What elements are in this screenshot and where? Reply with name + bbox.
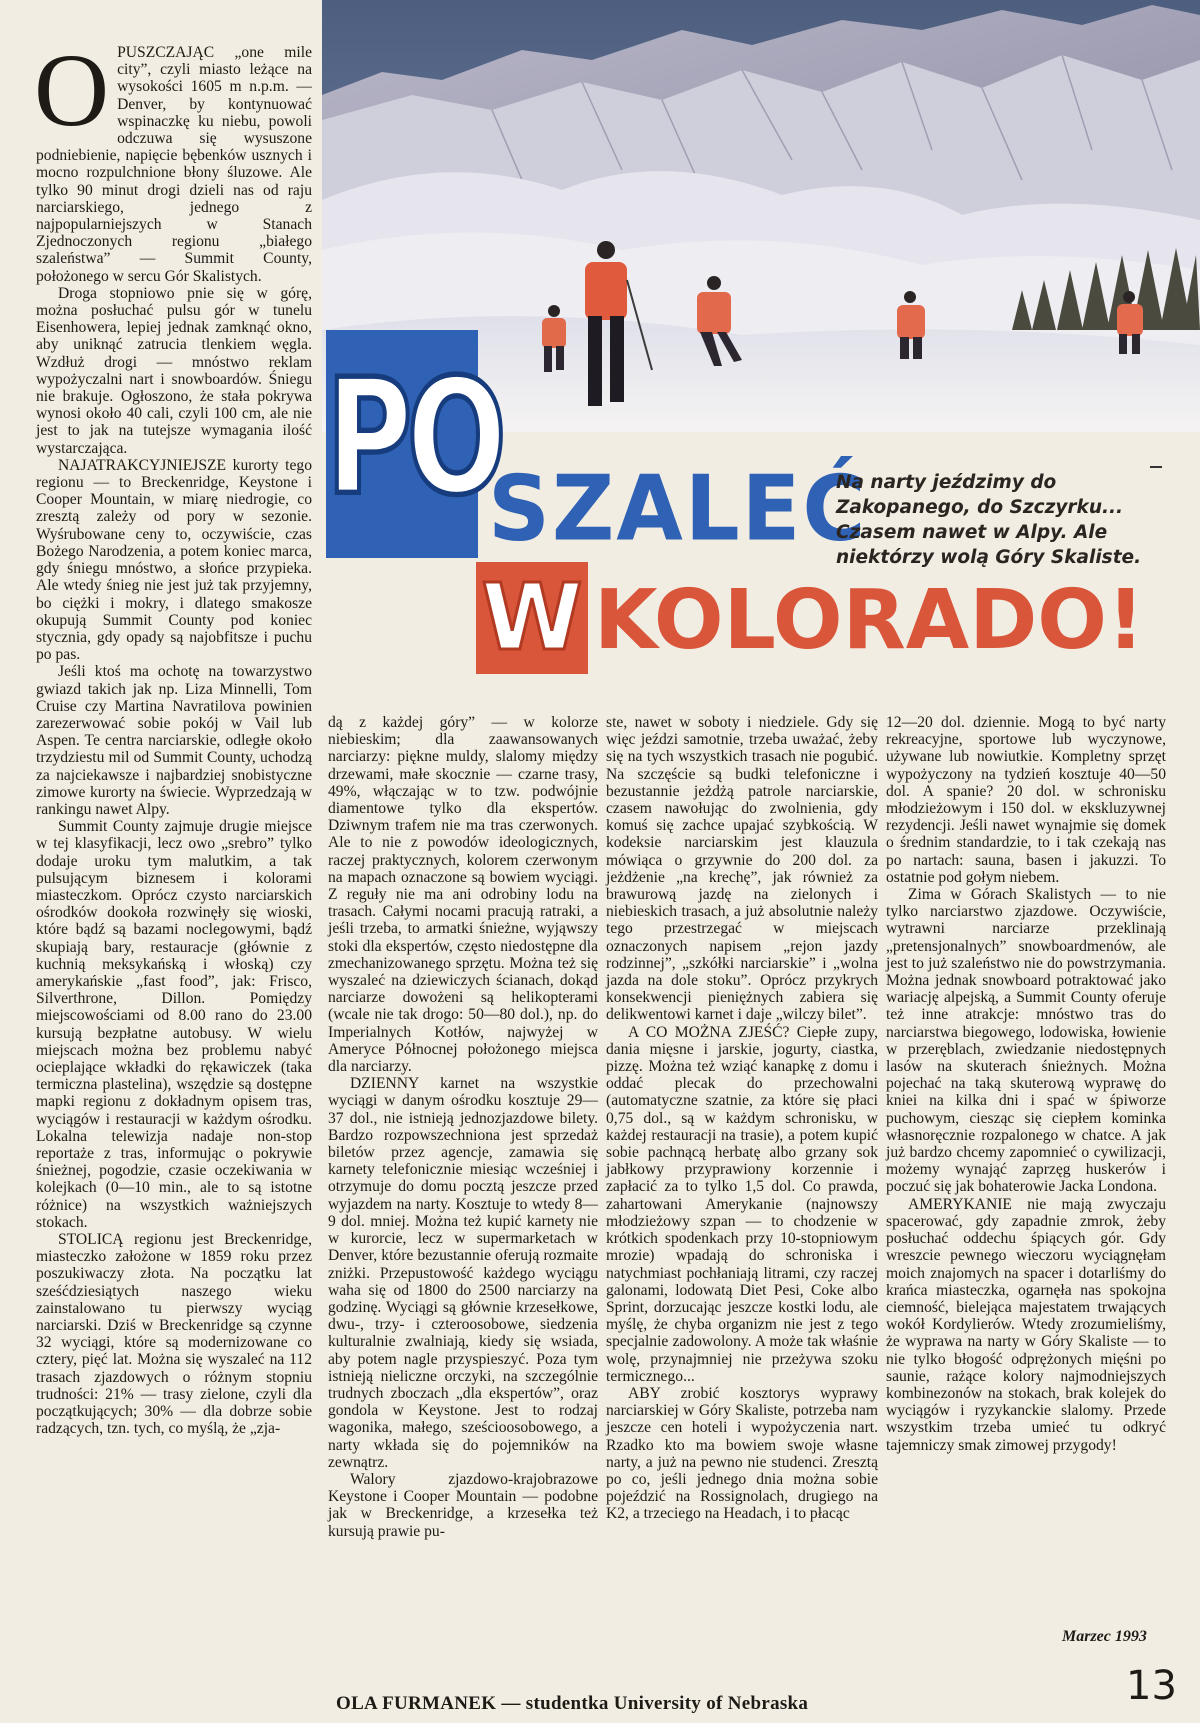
article-column-3 <box>606 714 878 1523</box>
paragraph: DZIENNY karnet na wszystkie wyciągi w danym ośrodku kosztuje 29—37 dol., nie istnieją jednozjazdowe bilety. Bardzo rozpowszechniona jest sprzedaż biletów przez agencje, zamawia się karnety telefonicznie miesiąc wcześniej i otrzymuje do domu pocztą jeszcze przed wyjazdem na narty. Kosztuje to wtedy 8—9 dol. mniej. Można też kupić karnety nie w kurorcie, lecz w supermarketach w Denver, które bezustannie oferują rozmaite zniżki. Przepustowość każdego wyciągu waha się od 1800 do 2500 narciarzy na godzinę. Wyciągi są głównie krzesełkowe, dwu-, trzy- i czteroosobowe, siedzenia kulturalnie zwalniają, kiedy się wsiada, aby potem nagle przyspieszyć. Poza tym istnieją nieliczne orczyki, na szczególnie trudnych zboczach „dla ekspertów”, oraz gondola w Keystone. Jest to rodzaj wagonika, małego, sześcioosobowego, a narty wkłada się do pojemników na zewnątrz. <box>328 1075 598 1471</box>
author-byline: OLA FURMANEK — studentka University of Nebraska <box>336 1693 809 1714</box>
paragraph: ABY zrobić kosztorys wyprawy narciarskiej w Góry Skaliste, potrzeba nam jeszcze cen hoteli i wypożyczenia nart. Rzadko kto ma bowiem swoje własne narty, a już na pewno nie studenci. Zresztą po co, jeśli jednego dnia można sobie pojeździć na Rossignolach, drugiego na K2, a trzeciego na Headach, i to płacąc <box>606 1384 878 1523</box>
paragraph: AMERYKANIE nie mają zwyczaju spacerować, gdy zapadnie zmrok, żeby posłuchać oddechu śpiących gór. Gdy wreszcie pewnego wieczoru wyciągnęłam moich znajomych na spacer i dotarliśmy do krańca miasteczka, ogarnęła nas spokojna ciemność, bielejąca majestatem trwających wokół Kordylierów. Wtedy zrozumieliśmy, że wyprawa na narty w Góry Skaliste — to nie tylko błogość odprężonych mięśni po saunie, rażące kolory najmodniejszych kombinezonów na stokach, brak kolejek do wyciągów i ryzykanckie slalomy. Przede wszystkim trzeba umieć tu odkryć tajemniczy smak zimowej przygody! <box>886 1195 1166 1454</box>
article-column-2 <box>328 714 598 1540</box>
paragraph: dą z każdej góry” — w kolorze niebieskim; dla zaawansowanych narciarzy: piękne muldy, slalomy między drzewami, małe skocznie — czarne trasy, 49%, włączając w to tzw. podwójnie diamentowe tylko dla ekspertów. Dziwnym trafem nie ma tras czerwonych. Ale to nie z powodów ideologicznych, raczej praktycznych, kolorem czerwonym na mapach oznaczone są bowiem wyciągi. Z reguły nie ma ani odrobiny lodu na trasach. Całymi nocami pracują ratraki, a jeśli trzeba, to armatki śnieżne, wyjąwszy stoki dla ekspertów, często niedostępne dla zmechanizowanego sprzętu. Można też się wyszaleć na dziewiczych ścianach, dokąd narciarze dowożeni są helikopterami (wcale nie tak drogo: 50—80 dol.), np. do Imperialnych Kotłów, najwyżej w Ameryce Północnej położonego miejsca dla narciarzy. <box>328 714 598 1076</box>
article-column-1 <box>34 33 312 1438</box>
drop-cap: O <box>34 33 110 148</box>
title-po: PO <box>326 343 501 531</box>
paragraph-text: PUSZCZAJĄC „one mile city”, czyli miasto leżące na wysokości 1605 m n.p.m. — Denver, by kontynuować wspinaczkę ku niebu, powoli odczuwa się wysuszone podniebienie, napięcie bębenków usznych i mocno rozpulchnione błony śluzowe. Ale tylko 90 minut drogi dzieli nas od raju narciarskiego, jednego z najpopularniejszych w Stanach Zjednoczonych regionu „białego szaleństwa” — Summit County, położonego w sercu Gór Skalistych. <box>36 44 312 285</box>
paragraph: Summit County zajmuje drugie miejsce w tej klasyfikacji, lecz owo „srebro” tylko dodaje uroku tym malutkim, a tak pulsującym biznesem i kolorami miasteczkom. Oprócz czysto narciarskich ośrodków dookoła rozwinęły się wioski, które bądź są bazami noclegowymi, bądź skupiają bary, restauracje (głównie z kuchnią meksykańską i włoską) czy amerykańskie „fast food”, jak: Frisco, Silverthrone, Dillon. Pomiędzy miejscowościami od 8.00 rano do 23.00 kursują bezpłatne autobusy. W wielu miejscach można bez problemu nabyć ocieplające wkładki do rękawiczek (taka termiczna plastelina), wszędzie są dostępne mapki regionu z dokładnym opisem tras, wyciągów i restauracji w każdym ośrodku. Lokalna telewizja nadaje non-stop reportaże z tras, informując o pokrywie śnieżnej, pogodzie, czasie oczekiwania w kolejkach (0—10 min., ale to są istotne różnice) na wszystkich ważniejszych stokach. <box>36 818 312 1231</box>
page-number: 13 <box>1126 1663 1177 1709</box>
paragraph: NAJATRAKCYJNIEJSZE kurorty tego regionu — to Breckenridge, Keystone i Cooper Mountain, w miarę niedrogie, co zresztą zależy od pory w sezonie. Wyśrubowane ceny to, oczywiście, czas Bożego Narodzenia, a potem koniec marca, gdy śniegu mnóstwo, a słońce przypieka. Ale wtedy śnieg nie jest już tak przyjemny, bo ciężki i mokry, i dlatego smakosze okupują Summit County pod koniec stycznia, gdy opady są najobfitsze i puchu po pas. <box>36 456 312 664</box>
paragraph <box>34 33 312 285</box>
paragraph: Jeśli ktoś ma ochotę na towarzystwo gwiazd takich jak np. Liza Minnelli, Tom Cruise czy Martina Navratilova powinien zarezerwować sobie pokój w Vail lub Aspen. Te centra narciarskie, odległe około trzydziestu mil od Summit County, uchodzą za najciekawsze i najbardziej snobistyczne zimowe kurorty na świecie. Wyprzedzają w rankingu nawet Alpy. <box>36 663 312 818</box>
paragraph: A CO MOŻNA ZJEŚĆ? Ciepłe zupy, dania mięsne i jarskie, jogurty, ciastka, pizzę. Można też wziąć kanapkę z domu i oddać plecak do przechowalni (automatyczne szatnie, za które się płaci 0,75 dol., są w każdym schronisku, w każdej restauracji na trasie), a potem kupić sobie pachnącą herbatę albo grzany sok jabłkowy przyprawiony korzennie i zapłacić za to tylko 1,5 dol. Co prawda, zahartowani Amerykanie (najnowszy młodzieżowy szpan — to chodzenie w krótkich spodenkach przy 10-stopniowym mrozie) wpadają do schroniska i natychmiast pochłaniają litrami, czy raczej galonami, lodowatą Diet Pesi, Coke albo Sprint, dorzucając jeszcze kostki lodu, ale myślę, że chyba organizm nie jest z tego specjalnie zadowolony. A może tak właśnie wolę, przynajmniej nie przeżywa szoku termicznego... <box>606 1023 878 1385</box>
title-w-box <box>476 562 588 674</box>
issue-date: Marzec 1993 <box>1062 1628 1147 1645</box>
lead-paragraph: Na narty jeździmy do Zakopanego, do Szczyrku... Czasem nawet w Alpy. Ale niektórzy wolą Góry Skaliste. <box>836 472 1142 568</box>
paragraph: ste, nawet w soboty i niedziele. Gdy się więc jeździ samotnie, trzeba uważać, żeby się na tych wszystkich trasach nie pogubić. Na szczęście są budki telefoniczne i bezustannie jeżdżą patrole narciarskie, czasem nawołując do zwolnienia, gdy komuś się zachce upajać szybkością. W kodeksie narciarskim jest klauzula mówiąca o grzywnie do 200 dol. za jeżdżenie „na krechę”, jak również za brawurową jazdę na zielonych i niebieskich trasach, a już absolutnie należy tego przestrzegać w miejscach oznaczonych napisem „rejon jazdy rodzinnej”, „szkółki narciarskie” i „wolna jazda na dole stoku”. Oprócz przykrych konsekwencji pieniężnych zabiera się delikwentowi karnet i daje „wilczy bilet”. <box>606 714 878 1024</box>
paragraph: Droga stopniowo pnie się w górę, można posłuchać pulsu gór w tunelu Eisenhowera, lepiej jednak zamknąć okno, aby uniknąć zatrucia tlenkiem węgla. Wzdłuż drogi — mnóstwo reklam wypożyczalni nart i snowboardów. Śniegu nie brakuje. Ogłoszono, że stała pokrywa wynosi około 40 cali, czyli 100 cm, ale nie jest to jak na tutejsze wymagania ilość wystarczająca. <box>36 284 312 457</box>
paragraph: Walory zjazdowo-krajobrazowe Keystone i Cooper Mountain — podobne jak w Breckenridge, a krzesełka też kursują prawie pu- <box>328 1470 598 1540</box>
paragraph: 12—20 dol. dziennie. Mogą to być narty rekreacyjne, sportowe lub wyczynowe, używane lub nowiutkie. Kompletny sprzęt wypożyczony na tydzień kosztuje 40—50 dol. A spanie? 20 dol. w schronisku młodzieżowym i 150 dol. w ekskluzywnej rezydencji. Jeśli nawet wynajmie się domek o średnim standardzie, to i tak czekają nas po nartach: sauna, basen i jakuzzi. To ostatnie pod gołym niebem. <box>886 714 1166 886</box>
title-po-box <box>326 330 501 558</box>
title-szalec: SZALEĆ <box>488 456 868 562</box>
paragraph: Zima w Górach Skalistych — to nie tylko narciarstwo zjazdowe. Oczywiście, wytrawni narciarze przeklinają „pretensjonalnych” snowboardmenów, ale jest to już szaleństwo nie do powstrzymania. Można jednak snowboard potraktować jako wariację alpejską, a Summit County oferuje też inne atrakcje: mnóstwo tras do narciarstwa biegowego, lodowiska, łowienie w przeręblach, zwiedzanie niedostępnych lasów na skuterach śnieżnych. Można pojechać na taką skuterową wyprawę do kniei na kilka dni i spać w śpiworze puchowym, ciesząc się ciepłem kominka własnoręcznie rozpalonego w chatce. A jak już bardzo chcemy zapomnieć o cywilizacji, możemy wynająć zaprzęg huskerów i poczuć się jak bohaterowie Jacka Londona. <box>886 886 1166 1196</box>
title-w: W <box>481 564 583 671</box>
decorative-dash <box>1150 466 1162 468</box>
title-kolorado: KOLORADO! <box>594 573 1145 668</box>
article-column-4 <box>886 714 1166 1454</box>
paragraph: STOLICĄ regionu jest Breckenridge, miasteczko założone w 1859 roku przez poszukiwaczy złota. Na początku lat sześćdziesiątych naszego wieku zainstalowano tu pierwszy wyciąg narciarski. Dziś w Breckenridge są czynne 32 wyciągi, które są modernizowane co cztery, pięć lat. Można się wyszaleć na 112 trasach zjazdowych o różnym stopniu trudności: 21% — trasy zielone, czyli dla początkujących; 30% — dla dobrze sobie radzących, tzn. tych, co myślą, że „zja- <box>36 1231 312 1438</box>
